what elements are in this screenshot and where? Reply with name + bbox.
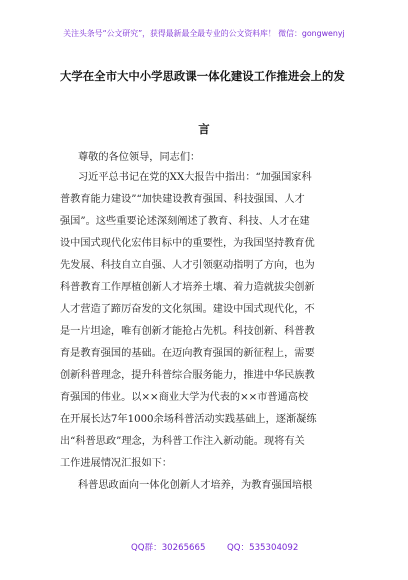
- body-line: 人才营造了蹄厉奋发的文化氛围。建设中国式现代化，不: [60, 304, 315, 315]
- document-title-line-2: 言: [198, 122, 210, 136]
- footer-qq-group: QQ群：30265665: [131, 543, 206, 553]
- body-line: 强国”。这些重要论述深刻阐述了教育、科技、人才在建: [60, 216, 310, 227]
- body-line: 在开展长达7年1000余场科普活动实践基础上，逐渐凝练: [60, 414, 317, 425]
- header-banner: 关注头条号“公文研究”，获得最新最全最专业的公文资料库！ 微信：gongwenyj: [63, 29, 345, 38]
- body-line: 先发展、科技自立自强、人才引领驱动指明了方向，也为: [60, 260, 315, 271]
- body-line: 育是教育强国的基础。在迈向教育强国的新征程上，需要: [60, 348, 315, 359]
- body-line: 习近平总书记在党的XX大报告中指出：“加强国家科: [78, 172, 312, 183]
- footer-qq-number: QQ：535304092: [227, 543, 299, 553]
- body-line: 育强国的伟业。以××商业大学为代表的××市普通高校: [60, 392, 309, 403]
- body-line: 科普思政面向一体化创新人才培养，为教育强国培根: [78, 480, 313, 491]
- body-line: 是一片坦途，唯有创新才能抢占先机。科技创新、科普教: [60, 326, 315, 337]
- body-line: 设中国式现代化宏伟目标中的重要性，为我国坚持教育优: [60, 238, 315, 249]
- body-line: 出“科普思政”理念，为科普工作注入新动能。现将有关: [60, 436, 305, 447]
- body-line: 工作进展情况汇报如下：: [60, 458, 173, 469]
- salutation: 尊敬的各位领导，同志们：: [78, 152, 201, 163]
- body-line: 创新科普理念，提升科普综合服务能力，推进中华民族教: [60, 370, 315, 381]
- body-line: 普教育能力建设”“加快建设教育强国、科技强国、人才: [60, 194, 305, 205]
- document-title-line-1: 大学在全市大中小学思政课一体化建设工作推进会上的发: [60, 69, 345, 83]
- body-line: 科普教育工作厚植创新人才培养土壤、着力造就拔尖创新: [60, 282, 315, 293]
